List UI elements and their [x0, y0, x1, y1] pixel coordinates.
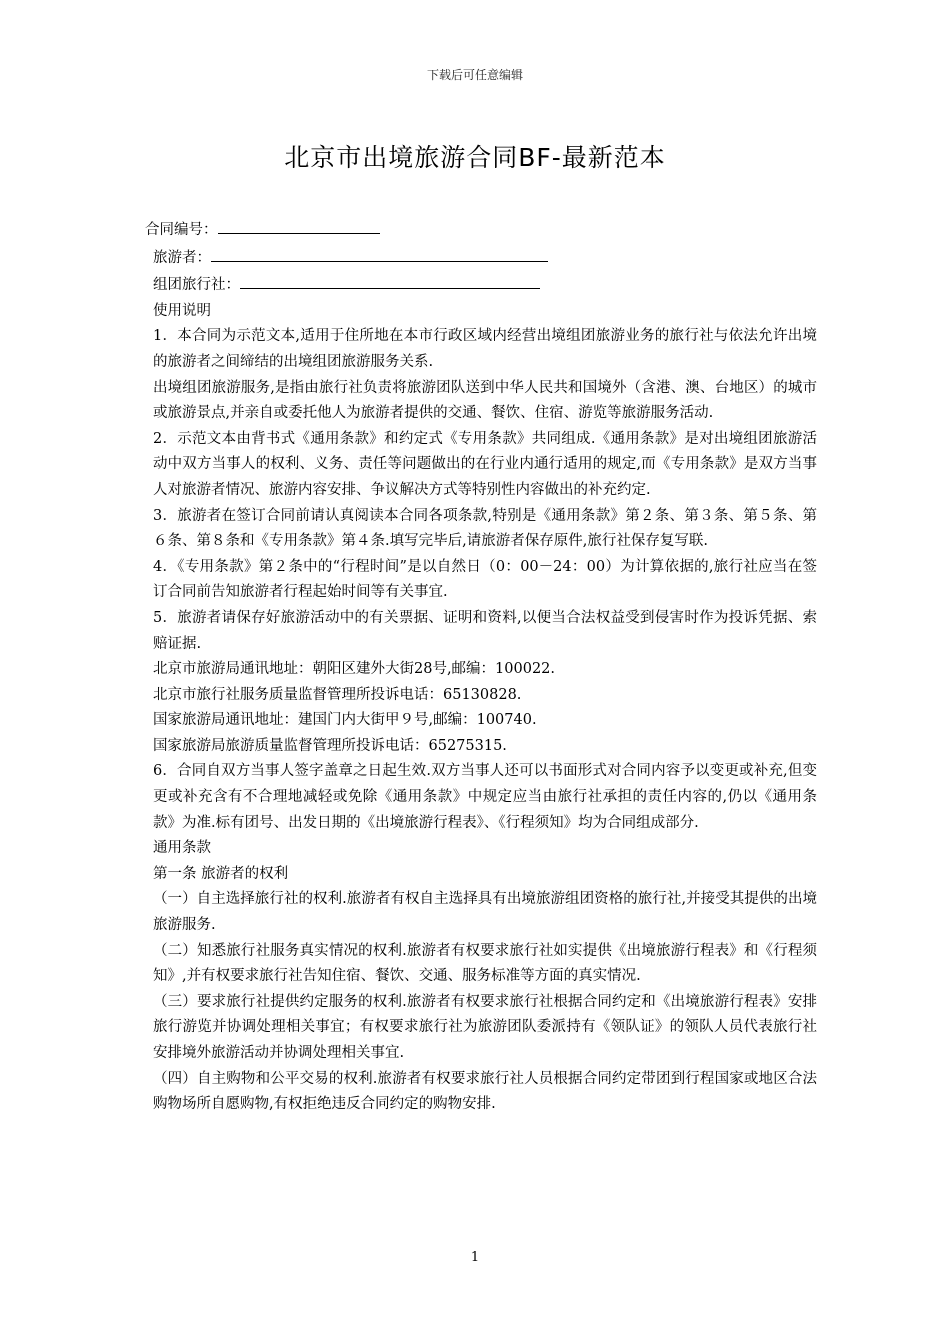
address-line: 北京市旅游局通讯地址：朝阳区建外大街28号,邮编：100022. — [153, 661, 556, 678]
traveler-blank[interactable] — [211, 244, 548, 262]
complaint-phone-line: 国家旅游局旅游质量监督管理所投诉电话：65275315. — [153, 737, 507, 754]
agency-field — [145, 271, 817, 299]
page-header: 下载后可任意编辑 — [426, 68, 523, 82]
agency-blank[interactable] — [240, 271, 540, 289]
complaint-phone-line: 北京市旅行社服务质量监督管理所投诉电话：65130828. — [153, 686, 522, 703]
contract-number-field — [145, 216, 817, 244]
traveler-label: 旅游者： — [153, 249, 211, 266]
agency-label: 组团旅行社： — [153, 277, 240, 294]
clause: （一）自主选择旅行社的权利.旅游者有权自主选择具有出境旅游组团资格的旅行社,并接受其提供的出境旅游服务. — [153, 891, 817, 934]
paragraph: 出境组团旅游服务,是指由旅行社负责将旅游团队送到中华人民共和国境外（含港、澳、台地区）的城市或旅游景点,并亲自或委托他人为旅游者提供的交通、餐饮、住宿、游览等旅游服务活动. — [153, 379, 817, 422]
page-number: 1 — [470, 1250, 480, 1265]
section-heading-general-terms: 通用条款 — [153, 840, 211, 857]
paragraph: 5．旅游者请保存好旅游活动中的有关票据、证明和资料,以便当合法权益受到侵害时作为投诉凭据、索赔证据. — [153, 609, 817, 652]
article-heading: 第一条 旅游者的权利 — [153, 865, 289, 882]
traveler-field — [145, 244, 817, 272]
clause: （二）知悉旅行社服务真实情况的权利.旅游者有权要求旅行社如实提供《出境旅游行程表》和《行程须知》,并有权要求旅行社告知住宿、餐饮、交通、服务标准等方面的真实情况. — [153, 942, 817, 985]
paragraph: 2．示范文本由背书式《通用条款》和约定式《专用条款》共同组成.《通用条款》是对出境组团旅游活动中双方当事人的权利、义务、责任等问题做出的在行业内通行适用的规定,而《专用条款》是双方当事人对旅游者情况、旅游内容安排、争议解决方式等特别性内容做出的补充约定. — [153, 430, 817, 498]
contract-number-label: 合同编号： — [145, 222, 218, 238]
paragraph: 6．合同自双方当事人签字盖章之日起生效.双方当事人还可以书面形式对合同内容予以变更或补充,但变更或补充含有不合理地减轻或免除《通用条款》中规定应当由旅行社承担的责任内容的,仍以《通用条款》为准.标有团号、出发日期的《出境旅游行程表》、《行程须知》均为合同组成部分. — [153, 763, 817, 831]
address-line: 国家旅游局通讯地址：建国门内大街甲９号,邮编：100740. — [153, 712, 537, 729]
paragraph: 1．本合同为示范文本,适用于住所地在本市行政区域内经营出境组团旅游业务的旅行社与依法允许出境的旅游者之间缔结的出境组团旅游服务关系. — [153, 328, 817, 370]
document-body — [145, 216, 817, 1118]
paragraph: 3．旅游者在签订合同前请认真阅读本合同各项条款,特别是《通用条款》第２条、第３条、第５条、第６条、第８条和《专用条款》第４条.填写完毕后,请旅游者保存原件,旅行社保存复写联. — [153, 507, 817, 550]
document-title: 北京市出境旅游合同BF-最新范本 — [284, 143, 666, 172]
contract-number-blank[interactable] — [218, 216, 380, 234]
paragraph: 4．《专用条款》第２条中的“行程时间”是以自然日（0：00－24：00）为计算依据的,旅行社应当在签订合同前告知旅游者行程起始时间等有关事宜. — [153, 558, 817, 601]
clause: （四）自主购物和公平交易的权利.旅游者有权要求旅行社人员根据合同约定带团到行程国家或地区合法购物场所自愿购物,有权拒绝违反合同约定的购物安排. — [153, 1070, 817, 1113]
section-heading-instructions: 使用说明 — [153, 302, 211, 319]
clause: （三）要求旅行社提供约定服务的权利.旅游者有权要求旅行社根据合同约定和《出境旅游行程表》安排旅行游览并协调处理相关事宜；有权要求旅行社为旅游团队委派持有《领队证》的领队人员代表旅行社安排境外旅游活动并协调处理相关事宜. — [153, 993, 817, 1061]
